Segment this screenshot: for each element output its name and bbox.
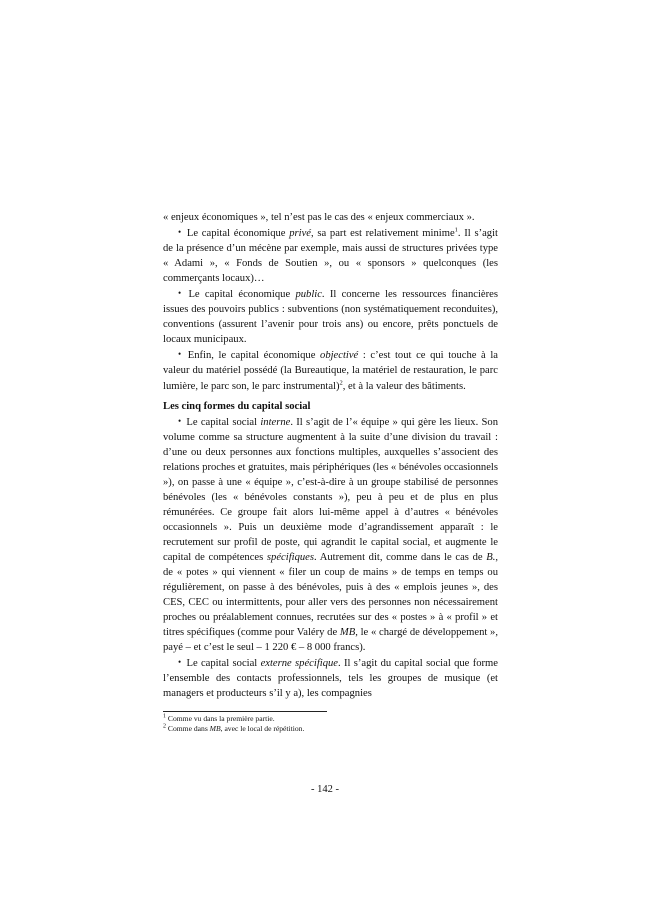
bullet-icon: • bbox=[178, 227, 182, 238]
paragraph-capital-economique-prive: • Le capital économique privé, sa part est relativement minime$^1$. Il s’agit de la présence d’un mécène par exemple, mais aussi de structures privées type « Adami », « Fonds de Soutien », ou « sponsors » quelconques (les commerçants locaux)… bbox=[163, 226, 498, 285]
paragraph-capital-economique-public: • Le capital économique public. Il concerne les ressources financières issues des pouvoirs publics : subventions (non systématiquement reconduites), conventions (assurent l’avenir pour trois ans) ou encore, prêts ponctuels de locaux municipaux. bbox=[163, 288, 498, 346]
bullet-icon: • bbox=[178, 288, 182, 299]
bullet-icon: • bbox=[178, 415, 182, 426]
footnote-ref-2: 2 bbox=[339, 378, 343, 386]
section-heading: Les cinq formes du capital social bbox=[163, 400, 311, 412]
footnote-1: $^1$ Comme vu dans la première partie. bbox=[163, 712, 275, 723]
footnote-ref-1: 1 bbox=[454, 226, 458, 234]
paragraph-continuation: « enjeux économiques », tel n’est pas le cas des « enjeux commerciaux ». bbox=[163, 212, 475, 223]
paragraph-capital-economique-objective: • Enfin, le capital économique objectivé : c’est tout ce qui touche à la valeur du matériel possédé (la Bureautique, la matériel de restauration, le parc lumière, le parc son, le parc instrumental)$^2$, et à la valeur des bâtiments. bbox=[163, 349, 499, 392]
bullet-icon: • bbox=[178, 349, 182, 360]
paragraph-capital-social-externe-specifique: • Le capital social externe spécifique. Il s’agit du capital social que forme l’ensemble des contacts professionnels, tels les groupes de musique (et managers et producteurs s’il y a), les compagnies bbox=[163, 657, 498, 700]
footnote-2: $^2$ Comme dans MB, avec le local de répétition. bbox=[163, 723, 305, 733]
paragraph-capital-social-interne: • Le capital social interne. Il s’agit de l’« équipe » qui gère les lieux. Son volume comme sa structure augmentent à la suite d’une division du travail : d’une ou deux personnes aux fonctions multiples, auxquelles s’associent des relations proches et gratuites, mais périphériques (les « bénévoles occasionnels »), on passe à une « équipe », c’est-à-dire à un groupe stabilisé de personnes bénévoles (les « bénévoles constants »), peu à peu et de plus en plus rémunérées. Ce groupe fait alors lui-même appel à d’autres « bénévoles occasionnels ». Puis un deuxième mode d’agrandissement apparaît : le recrutement sur profil de poste, qui agrandit le capital social, et augmente le capital de compétences spécifiques. Autrement dit, comme dans le cas de B., de « potes » qui viennent « filer un coup de mains » de temps en temps ou régulièrement, on passe à des bénévoles, puis à des « emplois jeunes », des CES, CEC ou intermittents, pour aller vers des personnes non nécessairement proches ou préalablement connues, recrutées sur des « postes » à « profil » et titres spécifiques (comme pour Valéry de MB, le « chargé de développement », payé – et c’est le seul – 1 220 € – 8 000 francs). bbox=[163, 415, 499, 654]
footnote-divider bbox=[163, 711, 327, 712]
page-text-block bbox=[163, 210, 498, 735]
bullet-icon: • bbox=[178, 657, 182, 668]
page-number: - 142 - bbox=[311, 784, 339, 795]
